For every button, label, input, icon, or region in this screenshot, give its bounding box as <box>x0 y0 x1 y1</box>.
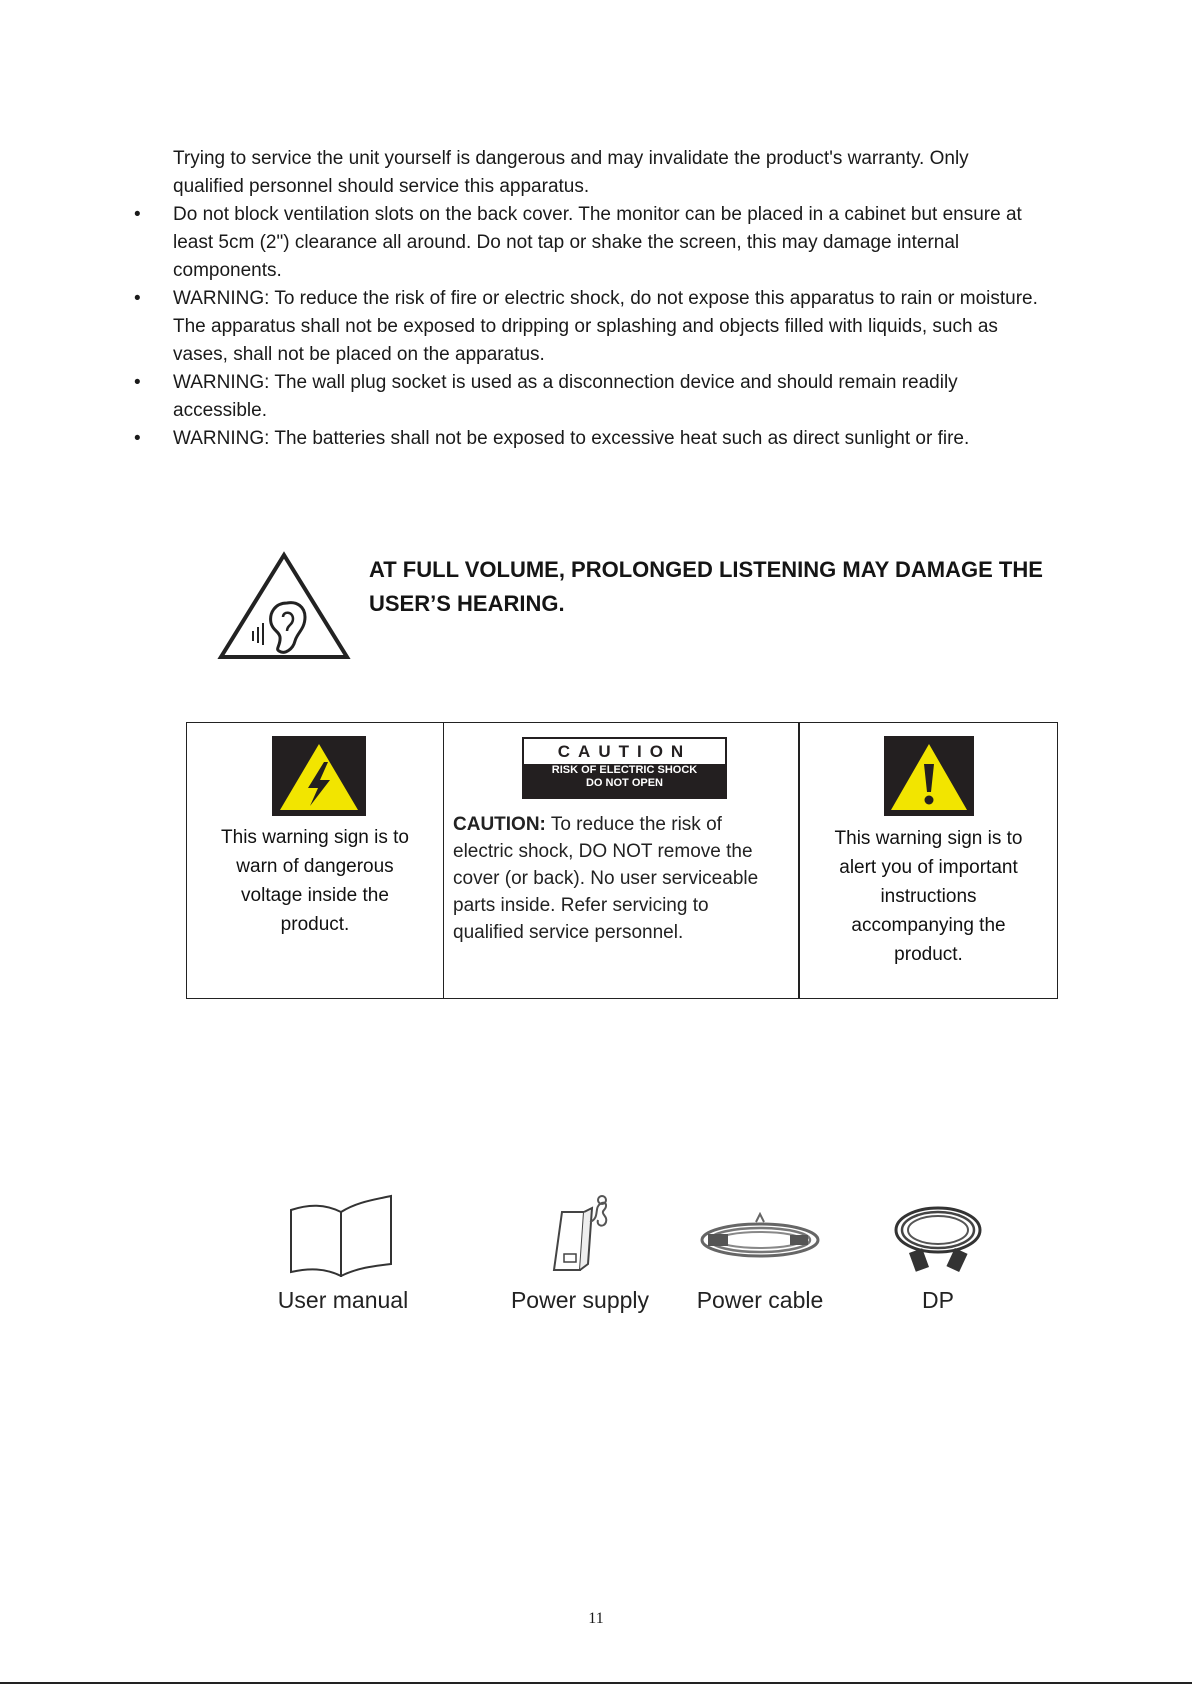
instruction-text-line: This warning sign is to <box>834 828 1023 849</box>
shock-text-line: warn of dangerous <box>236 856 394 877</box>
continuation-line-2: qualified personnel should service this apparatus. <box>173 176 590 197</box>
bullet-line: The apparatus shall not be exposed to dripping or splashing and objects filled with liquids, such as <box>173 316 998 337</box>
bullet-marker: • <box>134 288 141 309</box>
continuation-line-1: Trying to service the unit yourself is dangerous and may invalidate the product's warranty. Only <box>173 148 969 169</box>
instruction-text-line: alert you of important <box>839 857 1018 878</box>
bottom-rule <box>0 1682 1192 1684</box>
hearing-warning-line-2: USER’S HEARING. <box>369 591 565 616</box>
caution-label <box>522 737 727 799</box>
hearing-warning-line-1: AT FULL VOLUME, PROLONGED LISTENING MAY DAMAGE THE <box>369 557 1043 582</box>
bullet-line: least 5cm (2") clearance all around. Do not tap or shake the screen, this may damage internal <box>173 232 960 253</box>
caution-text-line: To reduce the risk of <box>545 814 722 835</box>
bullet-line: WARNING: To reduce the risk of fire or electric shock, do not expose this apparatus to rain or moisture. <box>173 288 1038 309</box>
accessory-dp <box>878 1192 998 1322</box>
accessory-user-manual <box>253 1192 433 1322</box>
bullet-plug-warning <box>134 369 1094 425</box>
caution-text-line: qualified service personnel. <box>453 922 684 943</box>
bullet-marker: • <box>134 428 141 449</box>
bullet-marker: • <box>134 372 141 393</box>
instruction-text-line: instructions <box>880 886 977 907</box>
caution-prefix: CAUTION: <box>453 814 546 835</box>
bullet-line: accessible. <box>173 400 267 421</box>
caution-text <box>453 811 793 946</box>
electric-shock-warning-icon <box>272 736 366 816</box>
page-number: 11 <box>588 1610 604 1627</box>
safety-instructions <box>134 145 1094 453</box>
instruction-warning-cell <box>800 723 1057 998</box>
shock-text-line: voltage inside the <box>241 885 389 906</box>
user-manual-icon <box>285 1192 397 1277</box>
bullet-line: WARNING: The batteries shall not be exposed to excessive heat such as direct sunlight or fire. <box>173 428 970 449</box>
caution-text-line: parts inside. Refer servicing to <box>453 895 709 916</box>
power-cable-icon <box>696 1212 824 1264</box>
warning-signs-table <box>186 722 1058 999</box>
bullet-line: Do not block ventilation slots on the back cover. The monitor can be placed in a cabinet but ensure at <box>173 204 1022 225</box>
bullet-marker: • <box>134 204 141 225</box>
bullet-battery-warning <box>134 425 1094 453</box>
caution-label-line-1: RISK OF ELECTRIC SHOCK <box>551 764 698 776</box>
caution-label-title: CAUTION <box>524 739 725 764</box>
exclamation-warning-icon <box>884 736 974 816</box>
hearing-warning-icon <box>217 551 351 663</box>
caution-label-line-2: DO NOT OPEN <box>585 777 663 789</box>
accessory-power-cable <box>680 1192 840 1322</box>
bullet-moisture-warning <box>134 285 1094 369</box>
instruction-text-line: product. <box>894 944 963 965</box>
accessory-label: DP <box>922 1287 954 1313</box>
bullet-ventilation <box>134 201 1094 285</box>
dp-cable-icon <box>890 1200 986 1280</box>
hearing-warning-text <box>369 553 1069 621</box>
caution-cell <box>444 723 800 998</box>
caution-text-line: electric shock, DO NOT remove the <box>453 841 753 862</box>
shock-text-line: This warning sign is to <box>221 827 409 848</box>
shock-warning-cell <box>187 723 444 998</box>
accessory-label: User manual <box>277 1287 409 1313</box>
accessory-label: Power supply <box>510 1287 650 1313</box>
instruction-text-line: accompanying the <box>851 915 1006 936</box>
bullet-line: vases, shall not be placed on the apparatus. <box>173 344 545 365</box>
instruction-warning-text <box>810 824 1047 969</box>
bullet-line: WARNING: The wall plug socket is used as a disconnection device and should remain readily <box>173 372 958 393</box>
accessory-label: Power cable <box>696 1287 824 1313</box>
accessory-power-supply <box>495 1192 665 1322</box>
shock-text-line: product. <box>280 914 350 935</box>
bullet-line: components. <box>173 260 282 281</box>
shock-warning-text <box>197 823 433 939</box>
power-supply-icon <box>550 1192 620 1272</box>
caution-text-line: cover (or back). No user serviceable <box>453 868 759 889</box>
